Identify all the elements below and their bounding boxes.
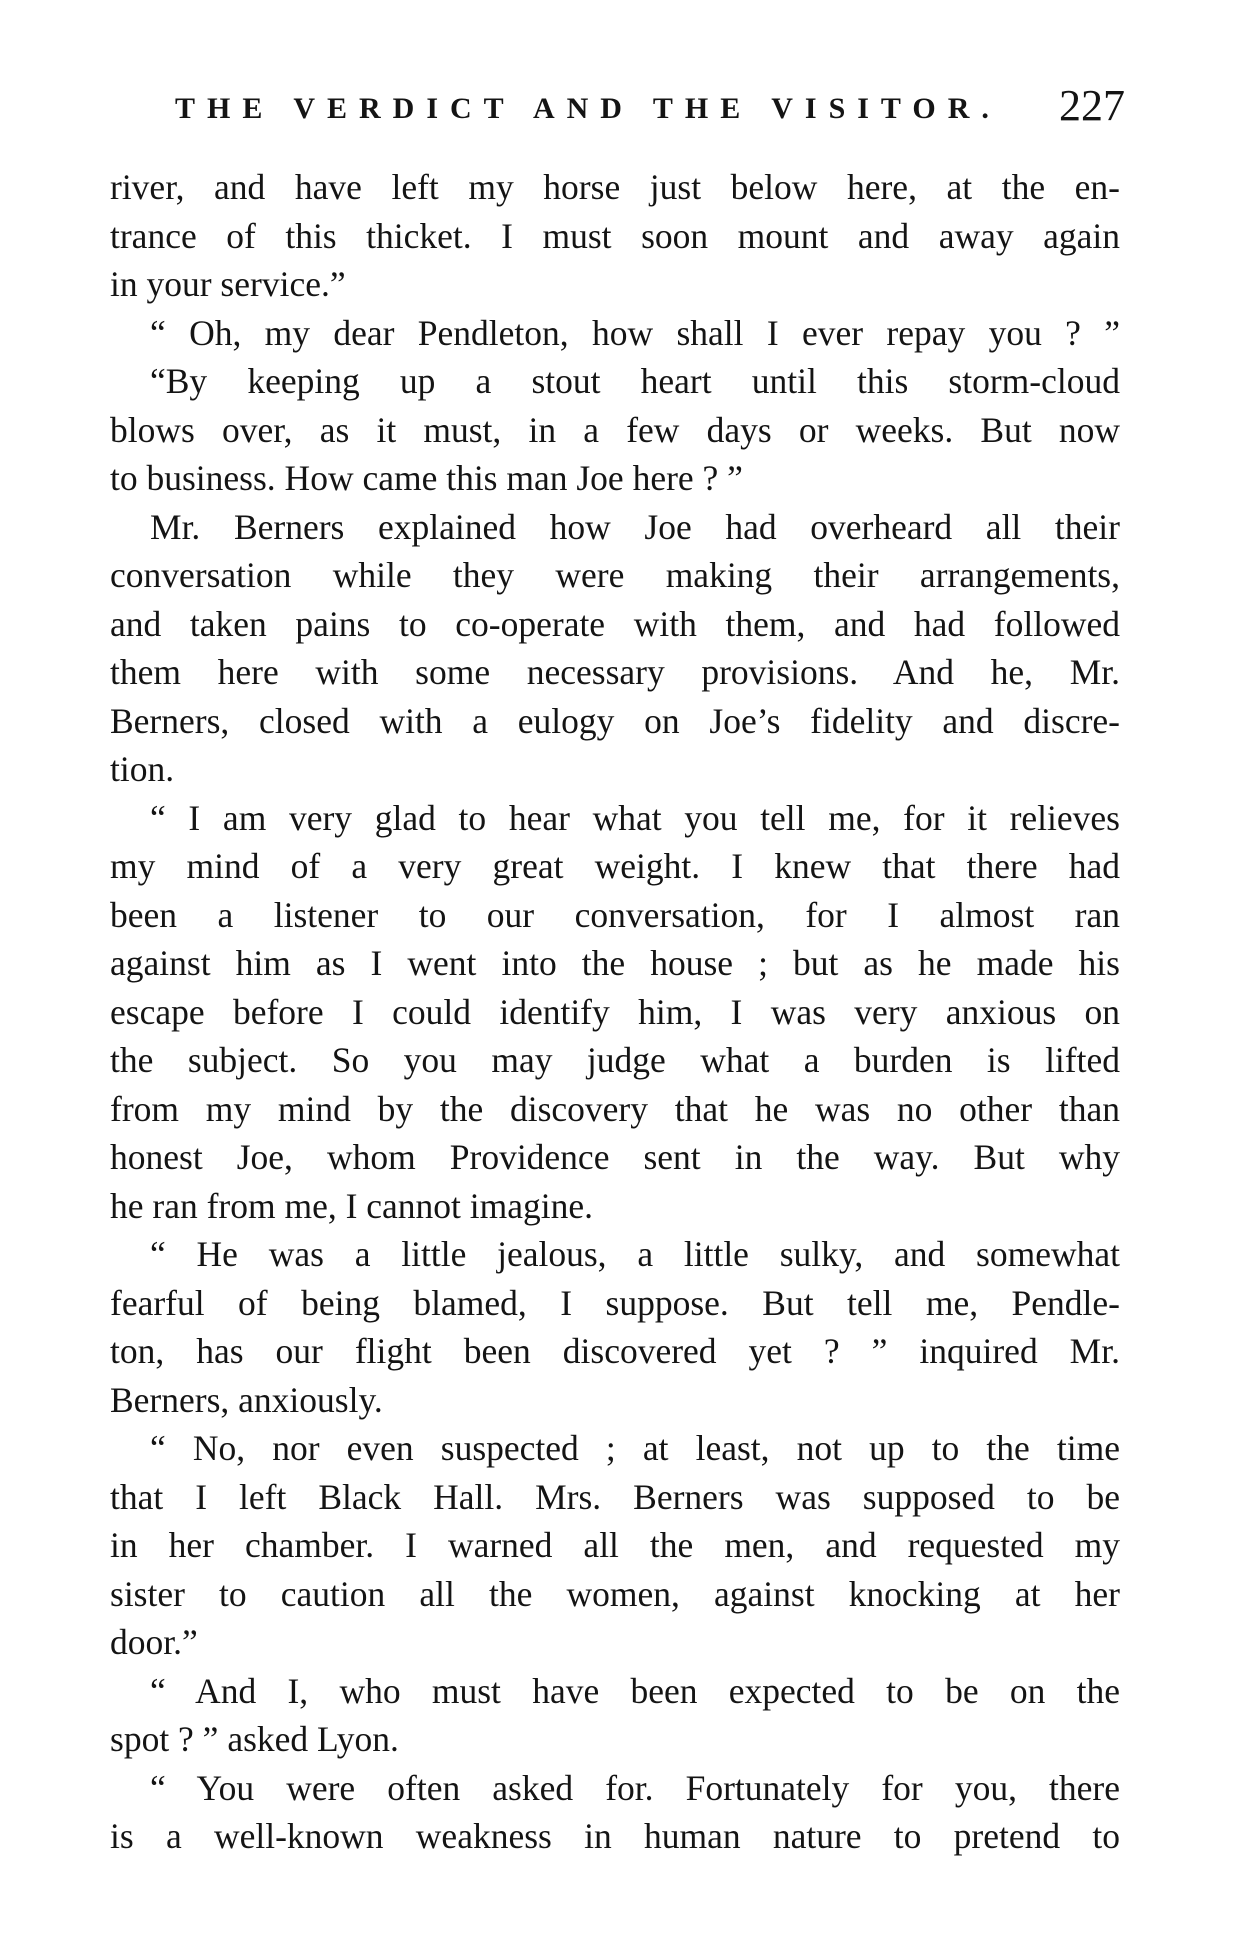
- text-line: “ No, nor even suspected ; at least, not up to the time: [150, 1428, 1120, 1468]
- text-line: them here with some necessary provisions. And he, Mr.: [110, 652, 1120, 692]
- text-line: from my mind by the discovery that he was no other than: [110, 1088, 1120, 1129]
- text-line: “ You were often asked for. Fortunately for you, there: [150, 1767, 1120, 1808]
- text-line: trance of this thicket. I must soon mount and away again: [110, 215, 1120, 256]
- text-line: to business. How came this man Joe here ? ”: [110, 458, 743, 498]
- text-line: “ And I, who must have been expected to be on the: [150, 1670, 1120, 1711]
- text-line: door.”: [110, 1622, 198, 1662]
- text-line: is a well-known weakness in human nature to pretend to: [110, 1816, 1120, 1856]
- text-line: blows over, as it must, in a few days or weeks. But now: [110, 409, 1120, 450]
- text-line: that I left Black Hall. Mrs. Berners was supposed to be: [110, 1476, 1120, 1517]
- text-line: in her chamber. I warned all the men, and requested my: [110, 1525, 1120, 1565]
- text-line: spot ? ” asked Lyon.: [110, 1719, 399, 1759]
- text-line: Berners, anxiously.: [110, 1379, 383, 1420]
- text-line: Berners, closed with a eulogy on Joe’s fidelity and discre-: [110, 700, 1120, 741]
- text-line: against him as I went into the house ; but as he made his: [110, 943, 1120, 983]
- page-number: 227: [1059, 81, 1125, 130]
- text-line: my mind of a very great weight. I knew that there had: [110, 846, 1120, 886]
- text-line: river, and have left my horse just below here, at the en-: [110, 167, 1120, 207]
- text-line: tion.: [110, 749, 175, 789]
- text-line: he ran from me, I cannot imagine.: [110, 1185, 594, 1226]
- text-line: “ I am very glad to hear what you tell me, for it relieves: [150, 797, 1120, 838]
- text-line: Mr. Berners explained how Joe had overheard all their: [150, 506, 1120, 547]
- text-line: sister to caution all the women, against knocking at her: [110, 1573, 1120, 1614]
- text-line: and taken pains to co-operate with them, and had followed: [110, 603, 1120, 644]
- running-title: THE VERDICT AND THE VISITOR.: [175, 92, 1001, 125]
- text-line: fearful of being blamed, I suppose. But tell me, Pendle-: [110, 1282, 1120, 1323]
- text-line: ton, has our flight been discovered yet ? ” inquired Mr.: [110, 1331, 1120, 1371]
- text-line: been a listener to our conversation, for I almost ran: [110, 894, 1120, 935]
- text-line: “ He was a little jealous, a little sulky, and somewhat: [150, 1234, 1120, 1274]
- text-line: conversation while they were making their arrangements,: [110, 555, 1120, 595]
- text-line: honest Joe, whom Providence sent in the way. But why: [110, 1137, 1120, 1177]
- text-line: “By keeping up a stout heart until this storm-cloud: [150, 361, 1120, 401]
- body-text: [110, 163, 1120, 1861]
- text-line: escape before I could identify him, I was very anxious on: [110, 991, 1120, 1032]
- running-header: [165, 80, 1125, 140]
- text-line: in your service.”: [110, 264, 346, 304]
- text-line: “ Oh, my dear Pendleton, how shall I ever repay you ? ”: [150, 312, 1120, 353]
- text-line: the subject. So you may judge what a burden is lifted: [110, 1040, 1120, 1080]
